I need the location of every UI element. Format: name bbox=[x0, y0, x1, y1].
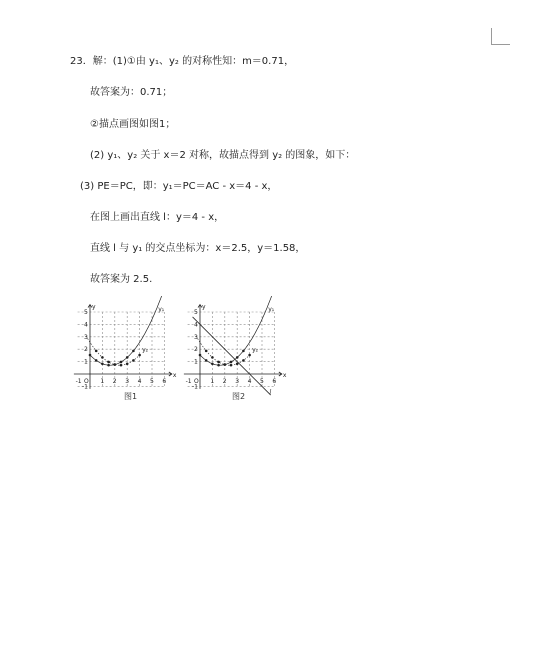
figure-1-grid bbox=[75, 312, 165, 386]
x-axis-label: x bbox=[282, 372, 287, 379]
curve-label-y1: y₁ bbox=[158, 305, 165, 313]
x-tick-label: 4 bbox=[137, 378, 142, 385]
figure-1-curves bbox=[88, 296, 165, 366]
x-tick-label: O bbox=[194, 378, 199, 385]
figure-2-tick-labels bbox=[186, 304, 287, 391]
point-y2 bbox=[120, 364, 123, 367]
point-y2 bbox=[132, 359, 135, 362]
point-y1 bbox=[126, 356, 129, 359]
x-tick-label: -1 bbox=[75, 378, 82, 385]
curve-label-y2: y₂ bbox=[252, 346, 259, 354]
point-y1 bbox=[242, 350, 245, 353]
answer-line-3: ②描点画图如图1； bbox=[90, 119, 176, 130]
x-tick-label: 2 bbox=[112, 378, 117, 385]
y-tick-label: -1 bbox=[192, 383, 198, 391]
x-tick-label: 1 bbox=[210, 378, 215, 385]
y-axis-label: y bbox=[92, 303, 96, 311]
answer-line-5: (3) PE＝PC，即：y₁＝PC＝AC - x＝4 - x， bbox=[80, 181, 278, 192]
point-y1 bbox=[199, 354, 202, 357]
figure-1-curve-labels bbox=[142, 306, 165, 354]
point-y1 bbox=[132, 350, 135, 353]
answer-line-6: 在图上画出直线 l：y＝4 - x， bbox=[90, 212, 225, 223]
point-y2 bbox=[248, 354, 251, 357]
point-y2 bbox=[95, 350, 98, 353]
point-y1 bbox=[230, 361, 233, 364]
x-tick-label: 6 bbox=[162, 378, 167, 385]
point-y2 bbox=[114, 363, 117, 366]
page-corner-mark bbox=[491, 28, 510, 45]
point-y2 bbox=[126, 362, 129, 365]
point-y2 bbox=[101, 356, 104, 359]
figure-1-axes bbox=[74, 305, 172, 389]
x-tick-label: 5 bbox=[150, 378, 154, 385]
point-y1 bbox=[236, 356, 239, 359]
figure-2-axes bbox=[184, 305, 282, 389]
point-y1 bbox=[211, 362, 214, 365]
point-y1 bbox=[107, 364, 110, 367]
line-l bbox=[193, 317, 271, 395]
x-tick-label: 6 bbox=[272, 378, 277, 385]
point-y1 bbox=[95, 359, 98, 362]
figure-1-caption: 图1 bbox=[124, 392, 138, 401]
point-y2 bbox=[230, 364, 233, 367]
y-tick-label: 1 bbox=[194, 358, 198, 366]
point-y1 bbox=[101, 362, 104, 365]
figure-1-tick-labels bbox=[76, 304, 177, 390]
y-tick-label: 5 bbox=[84, 309, 88, 316]
point-y2 bbox=[217, 361, 220, 364]
x-tick-label: O bbox=[84, 378, 89, 385]
y-tick-label: 1 bbox=[84, 358, 88, 366]
point-y1 bbox=[120, 361, 123, 364]
y-tick-label: 3 bbox=[194, 333, 198, 341]
x-tick-label: 4 bbox=[247, 378, 252, 385]
point-y2 bbox=[242, 359, 245, 362]
curve-label-y2: y₂ bbox=[142, 346, 149, 354]
curve-y1 bbox=[200, 296, 274, 365]
y-tick-label: 2 bbox=[194, 346, 198, 354]
y-tick-label: 4 bbox=[84, 321, 88, 329]
curve-y1 bbox=[90, 296, 164, 365]
x-tick-label: 1 bbox=[100, 378, 105, 385]
point-y2 bbox=[138, 354, 141, 357]
answer-line-4: (2) y₁、y₂ 关于 x＝2 对称，故描点得到 y₂ 的图象，如下： bbox=[90, 150, 356, 161]
y-tick-label: 4 bbox=[194, 321, 198, 329]
y-tick-label: -1 bbox=[82, 383, 88, 390]
x-tick-label: -1 bbox=[185, 378, 192, 385]
point-y1 bbox=[217, 364, 220, 367]
y-tick-label: 5 bbox=[194, 309, 198, 316]
x-axis-label: x bbox=[172, 372, 177, 379]
point-y1 bbox=[205, 359, 208, 362]
x-tick-label: 5 bbox=[260, 378, 264, 385]
answer-line-7: 直线 l 与 y₁ 的交点坐标为：x＝2.5，y＝1.58， bbox=[90, 243, 306, 254]
x-tick-label: 3 bbox=[125, 378, 130, 385]
point-y2 bbox=[224, 363, 227, 366]
curve-label-l: l bbox=[269, 388, 272, 396]
figure-2-grid bbox=[185, 312, 275, 386]
point-y2 bbox=[211, 356, 214, 359]
answer-line-1: 23．解：(1)①由 y₁、y₂ 的对称性知：m＝0.71， bbox=[70, 56, 295, 67]
y-tick-label: 3 bbox=[84, 333, 88, 341]
y-tick-label: 2 bbox=[84, 346, 88, 354]
figure-1 bbox=[68, 296, 180, 390]
answer-line-2: 故答案为：0.71； bbox=[90, 87, 173, 98]
answer-line-8: 故答案为 2.5. bbox=[90, 274, 153, 285]
point-y2 bbox=[107, 361, 110, 364]
x-tick-label: 3 bbox=[235, 378, 240, 385]
x-tick-label: 2 bbox=[222, 378, 227, 385]
curve-label-y1: y₁ bbox=[268, 305, 275, 313]
figure-2-caption: 图2 bbox=[232, 392, 246, 401]
point-y2 bbox=[205, 350, 208, 353]
y-axis-label: y bbox=[202, 303, 206, 311]
point-y1 bbox=[89, 354, 92, 357]
figure-2 bbox=[178, 296, 290, 396]
